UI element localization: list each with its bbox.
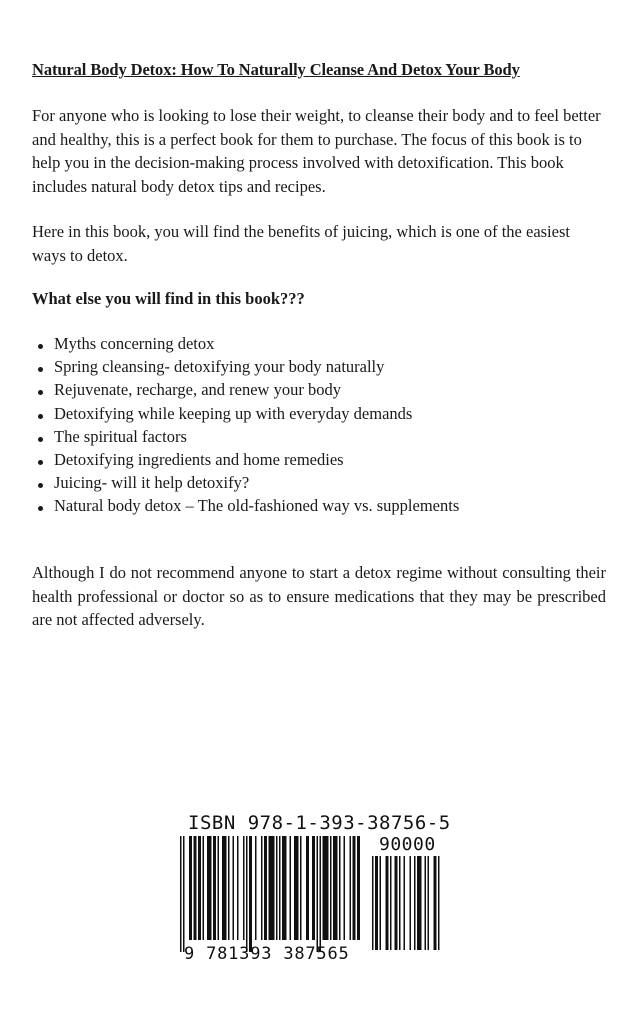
addon-code: 90000 <box>379 834 436 855</box>
barcode-bar <box>228 836 230 940</box>
barcode-bar <box>323 836 329 940</box>
barcode-bar <box>183 836 185 952</box>
barcode-bar <box>404 856 406 950</box>
barcode-main-bars <box>180 836 360 952</box>
barcode-bar <box>243 836 245 940</box>
barcode-bar <box>425 856 427 950</box>
barcode-bar <box>189 836 192 940</box>
barcode-bar <box>233 836 235 940</box>
list-item: Detoxifying ingredients and home remedies <box>32 448 459 471</box>
barcode-bar <box>414 856 416 950</box>
barcode-bar <box>353 836 356 940</box>
barcode-bar <box>399 856 401 950</box>
intro-paragraph: For anyone who is looking to lose their weight, to cleanse their body and to feel better and healthy, this is a perfect book for them to purchase. The focus of this book is to help you in the decision-making process involved with detoxification. This book includes natural body detox tips and recipes. <box>32 106 601 196</box>
barcode-bar <box>330 836 332 940</box>
barcode-bar <box>198 836 201 940</box>
book-title: Natural Body Detox: How To Naturally Cleanse And Detox Your Body <box>32 60 520 79</box>
barcode-bar <box>372 856 374 950</box>
barcode-bar <box>218 836 220 940</box>
barcode-bar <box>282 836 287 940</box>
barcode-bar <box>395 856 398 950</box>
barcode-bar <box>344 836 346 940</box>
barcode-addon-bars <box>372 856 452 956</box>
barcode-bar <box>306 836 309 940</box>
barcode-bar <box>194 836 197 940</box>
barcode-bar <box>410 856 412 950</box>
barcode-bar <box>312 836 315 940</box>
barcode-bar <box>350 836 352 940</box>
barcode-bar <box>339 836 341 940</box>
barcode-bar <box>264 836 267 940</box>
isbn-barcode <box>174 798 464 973</box>
barcode-digits: 9 781393 387565 <box>184 944 350 964</box>
isbn-label: ISBN 978-1-393-38756-5 <box>188 812 451 834</box>
barcode-bar <box>203 836 205 940</box>
barcode-bar <box>300 836 302 940</box>
barcode-bar <box>290 836 292 940</box>
barcode-bar <box>222 836 227 940</box>
barcode-bar <box>207 836 212 940</box>
barcode-bar <box>434 856 437 950</box>
barcode-bar <box>237 836 239 940</box>
barcode-bar <box>255 836 257 940</box>
barcode-bar <box>180 836 182 952</box>
list-item: The spiritual factors <box>32 425 459 448</box>
barcode-bar <box>357 836 360 940</box>
list-item: Juicing- will it help detoxify? <box>32 471 459 494</box>
barcode-bar <box>320 836 322 952</box>
list-item: Natural body detox – The old-fashioned way vs. supplements <box>32 494 459 517</box>
barcode-bar <box>213 836 216 940</box>
barcode-bar <box>276 836 278 940</box>
juicing-paragraph: Here in this book, you will find the benefits of juicing, which is one of the easiest ways to detox. <box>32 222 570 265</box>
barcode-bar <box>333 836 338 940</box>
barcode-bar <box>438 856 440 950</box>
barcode-bar <box>390 856 392 950</box>
list-item: Myths concerning detox <box>32 332 459 355</box>
list-item: Detoxifying while keeping up with everyday demands <box>32 402 459 425</box>
barcode-bar <box>269 836 275 940</box>
list-item: Rejuvenate, recharge, and renew your body <box>32 378 459 401</box>
disclaimer-paragraph: Although I do not recommend anyone to start a detox regime without consulting their health professional or doctor so as to ensure medications that they may be prescribed are not affected adversely. <box>32 563 606 629</box>
barcode-bar <box>386 856 389 950</box>
barcode-bar <box>317 836 319 952</box>
barcode-bar <box>380 856 382 950</box>
list-item: Spring cleansing- detoxifying your body naturally <box>32 355 459 378</box>
barcode-bar <box>294 836 299 940</box>
list-heading: What else you will find in this book??? <box>32 289 305 308</box>
barcode-bar <box>249 836 252 952</box>
barcode-bar <box>375 856 378 950</box>
contents-list <box>32 332 459 518</box>
barcode-bar <box>428 856 430 950</box>
barcode-bar <box>261 836 263 940</box>
barcode-bar <box>417 856 422 950</box>
barcode-bar <box>279 836 281 940</box>
barcode-bar <box>246 836 248 952</box>
